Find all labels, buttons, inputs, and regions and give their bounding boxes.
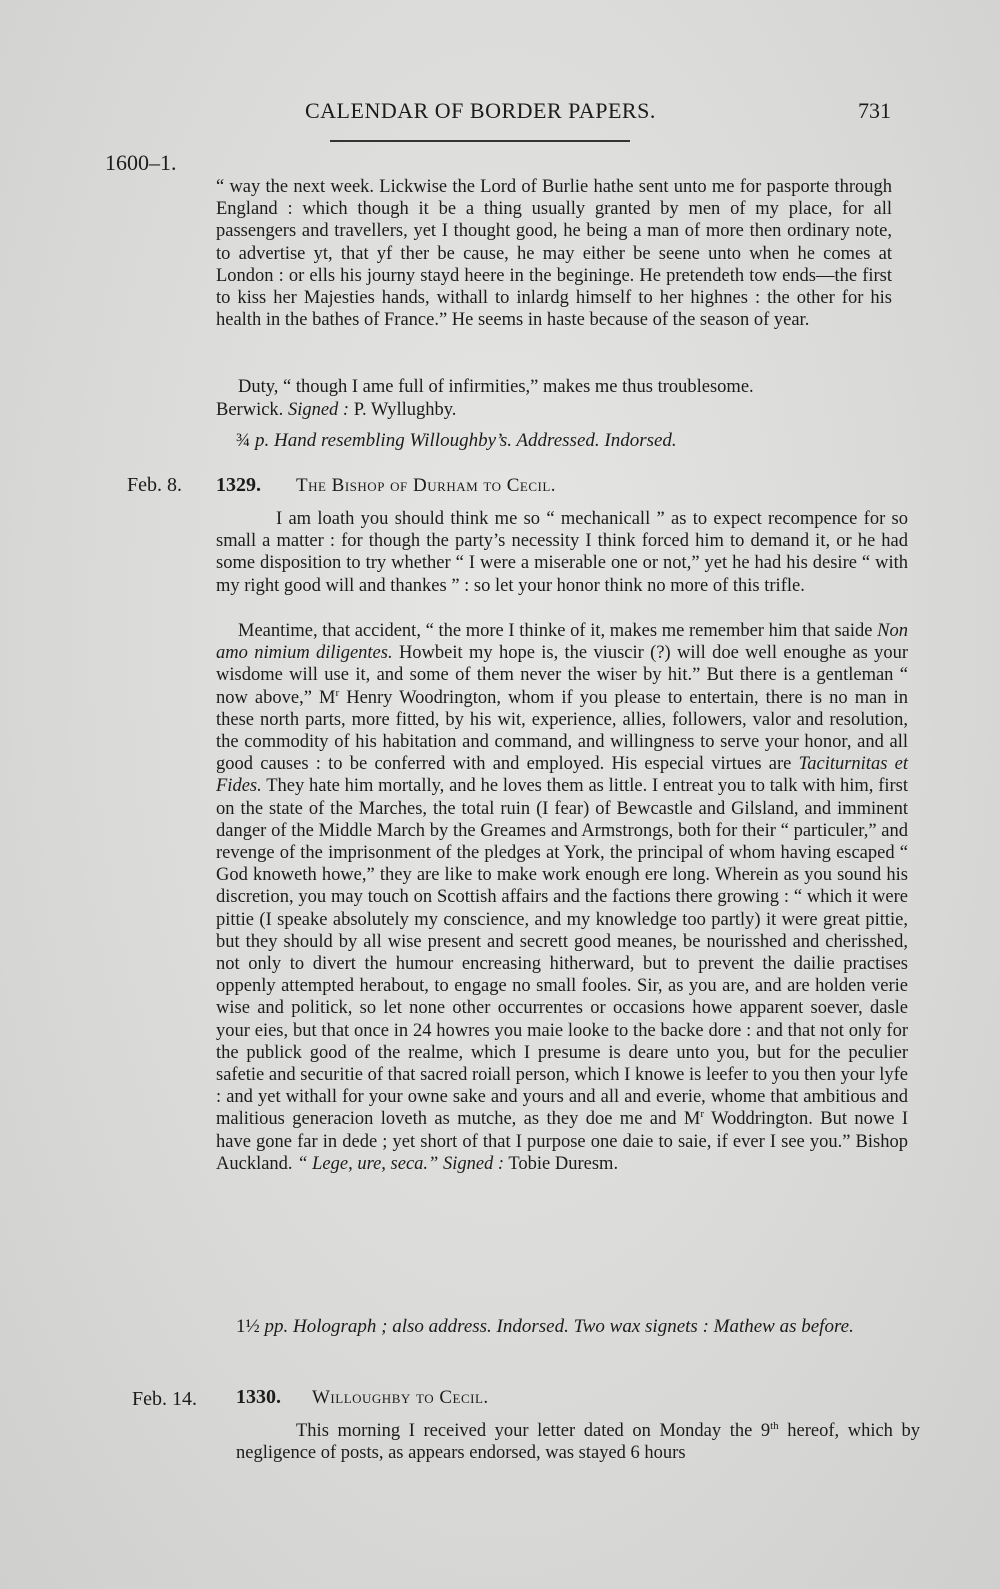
continuation-signature-line (216, 399, 892, 421)
running-header-title: CALENDAR OF BORDER PAPERS. (305, 98, 656, 123)
note-size: 1½ (236, 1316, 260, 1337)
place-name: Berwick. (216, 400, 284, 420)
latin-quote: Taciturnitas et Fides. (216, 754, 908, 797)
note-text: pp. Holograph ; also address. Indorsed. Two wax signets : Mathew as before. (264, 1316, 854, 1337)
text-run: Woddrington. But nowe I have gone far in dede ; yet short of that I purpose one daie to saie, if ever I see you.” Bishop Auckland. (216, 1109, 908, 1174)
header-rule (330, 140, 630, 142)
latin-quote: Non amo nimium diligentes. (216, 621, 909, 664)
signed-label: Signed : (442, 1153, 505, 1174)
text-run: Meantime, that accident, “ the more I thinke of it, makes me remember him that saide (238, 621, 873, 641)
entry-1329-date: Feb. 8. (127, 474, 182, 496)
entry-1329-paragraph-1: I am loath you should think me so “ mechanicall ” as to expect recompence for so small a matter : for though the party’s necessity I think forced him to demand it, or he had some disposition to try whether “ I were a miserable one or not,” yet he had his desire “ with my right good will and thankes ” : so let your honor think no more of this trifle. (216, 509, 908, 596)
entry-1329-archival-note (236, 1315, 916, 1339)
entry-1330-paragraph-1 (236, 1420, 920, 1464)
entry-1330-number: 1330. (236, 1386, 281, 1408)
superscript: r (335, 686, 340, 699)
note-text: p. Hand resembling Willoughby’s. Addressed. Indorsed. (255, 430, 677, 451)
continuation-archival-note (236, 430, 896, 452)
continuation-paragraph: “ way the next week. Lickwise the Lord of Burlie hathe sent unto me for pasporte through England : which though it be a thing usually granted by men of my place, for all passengers and travellers, yet I thought good, he being a man of more then ordinary note, to advertise yt, that yf ther be cause, he may either be seene unto when he comes at London : or ells his journy stayd heere in the begininge. He pretendeth tow ends—the first to kiss her Majesties hands, withall to inlardg himself to her highnes : the other for his health in the bathes of France.” He seems in haste because of the season of year. (216, 177, 892, 331)
signer-name: P. Wyllughby. (353, 400, 457, 420)
signer-name: Tobie Duresm. (508, 1153, 619, 1174)
superscript: r (700, 1108, 705, 1121)
superscript: th (770, 1419, 779, 1432)
text-run: They hate him mortally, and he loves them as little. I entreat you to talk with him, first on the state of the Marches, the total ruin (I fear) of Bewcastle and Gilsland, and imminent danger of the Middle March by the Greames and Armstrongs, both for their “ particuler,” and revenge of the imprisonment of the pledges at York, the principal of whom having escaped “ God knoweth howe,” they are like to make work enough ere long. Wherein as you sound his discretion, you may touch on Scottish affairs and the factions there growing : “ which it were pittie (I speake absolutely my conscience, and my knowledge too partly) it were great pittie, but they should by all wise present and secrett good meanes, be nourisshed and cherisshed, not only to divert the humour encreasing hitherward, but to prevent the dailie practises oppenly attempted herabout, to engage no small fooles. Sir, as you are, and are holden verie wise and politick, so let none other occurrentes or occasions howe apparent soever, dasle your eies, but that once in 24 howres you maie looke to the backe dore : and that not only for the publick good of the realme, which I presume is deare unto you, but for the peculier safetie and securitie of that sacred roiall person, which I knowe is leefer to you then your lyfe : and yet withall for your owne sake and yours and all and everie, whome that ambitious and malitious generacion loveth as mutche, as they doe me and M (216, 776, 908, 1130)
entry-1330-title: Willoughby to Cecil. (312, 1387, 489, 1408)
text-run: This morning I received your letter dated on Monday the 9 (296, 1421, 771, 1441)
year-label: 1600–1. (105, 150, 177, 175)
page-number: 731 (858, 98, 891, 123)
note-size: ¾ (236, 430, 251, 451)
entry-1329-paragraph-2 (216, 620, 908, 1175)
entry-1330-date: Feb. 14. (132, 1388, 197, 1410)
text-run: hereof, which by negligence of posts, as appears endorsed, was stayed 6 hours (236, 1421, 920, 1464)
text-run: Howbeit my hope is, the viuscir (?) will doe well enoughe as your wisdome will use it, and some of them never the wiser by hit.” But there is a gentleman “ now above,” M (216, 643, 909, 708)
latin-quote: “ Lege, ure, seca.” (297, 1153, 439, 1174)
entry-1329-number: 1329. (216, 474, 261, 496)
signed-label: Signed : (287, 400, 350, 420)
text-run: Henry Woodrington, whom if you please to entertain, there is no man in these north parts, more fitted, by his wit, experience, allies, followers, valor and resolution, the commodity of his habitation and command, and willingness to serve your honor, and all good causes : to be conferred with and employed. His especial virtues are (216, 687, 909, 775)
entry-1329-title: The Bishop of Durham to Cecil. (296, 475, 557, 496)
continuation-duty-line: Duty, “ though I ame full of infirmities,” makes me thus troublesome. (238, 377, 754, 397)
